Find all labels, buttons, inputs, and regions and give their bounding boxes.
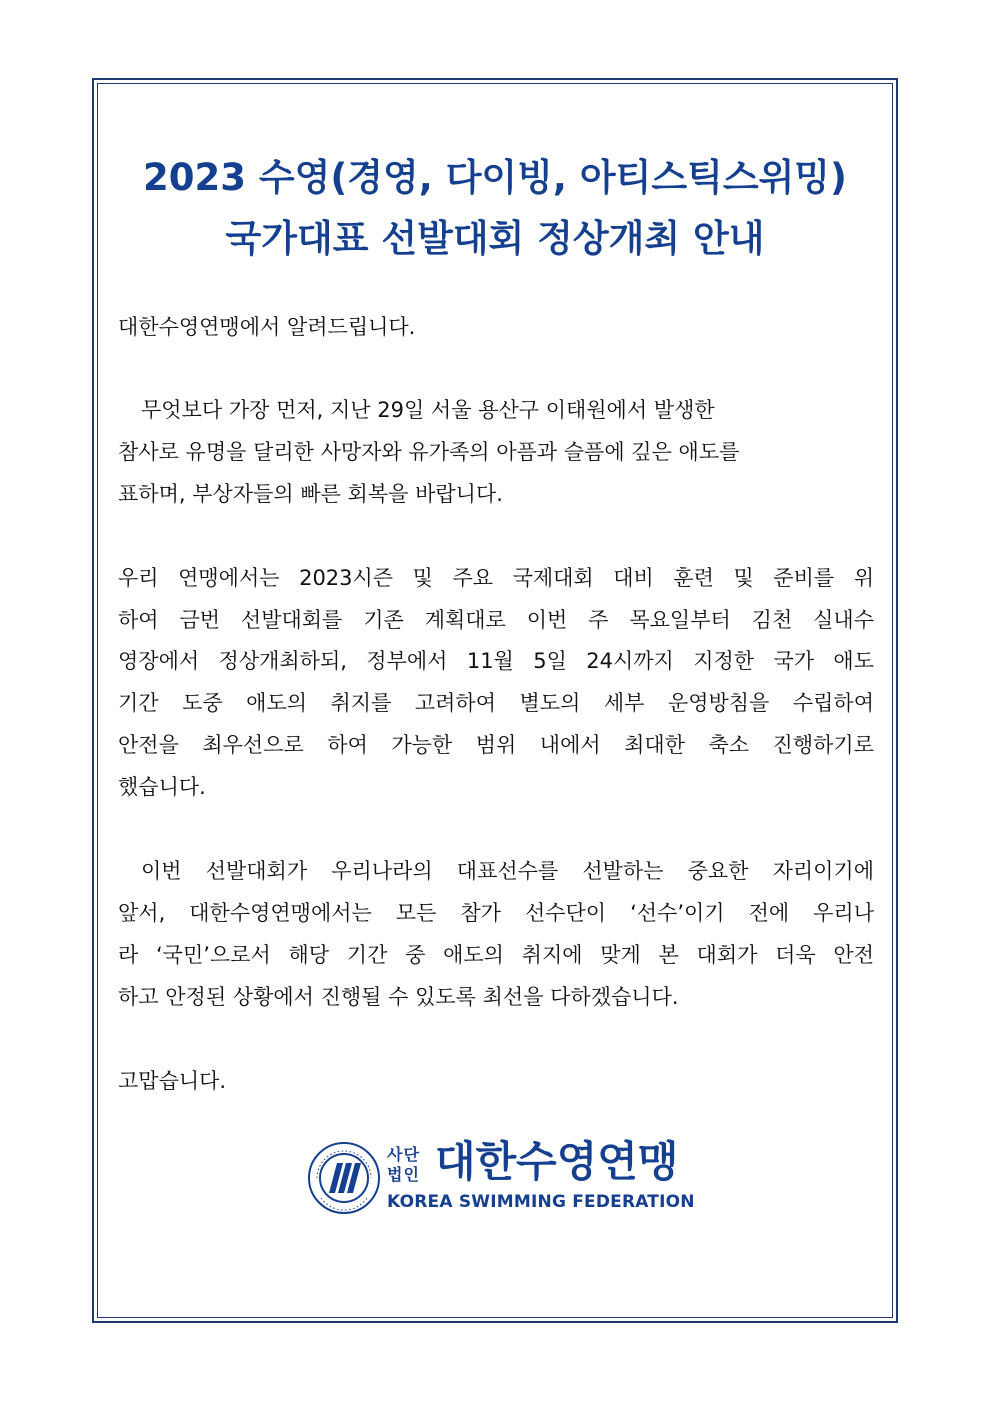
paragraph3-line: 라 ‘국민’으로서 해당 기간 중 애도의 취지에 맞게 본 대회가 더욱 안전 [118, 943, 874, 967]
title-line-1: 2023 수영(경영, 다이빙, 아티스틱스위밍) [143, 156, 847, 199]
federation-logo [307, 1137, 697, 1221]
closing: 고맙습니다. [118, 1069, 227, 1093]
federation-emblem-icon [307, 1141, 381, 1215]
title-line-2: 국가대표 선발대회 정상개최 안내 [225, 217, 765, 260]
paragraph1-line: 참사로 유명을 달리한 사망자와 유가족의 아픔과 슬픔에 깊은 애도를 [118, 440, 740, 464]
logo-english-name: KOREA SWIMMING FEDERATION [387, 1192, 695, 1212]
paragraph3-line: 하고 안정된 상황에서 진행될 수 있도록 최선을 다하겠습니다. [118, 985, 679, 1009]
paragraph3-line: 이번 선발대회가 우리나라의 대표선수를 선발하는 중요한 자리이기에 [141, 859, 874, 883]
paragraph2-line: 우리 연맹에서는 2023시즌 및 주요 국제대회 대비 훈련 및 준비를 위 [118, 566, 874, 590]
paragraph1-line: 무엇보다 가장 먼저, 지난 29일 서울 용산구 이태원에서 발생한 [141, 398, 715, 422]
paragraph1-line: 표하며, 부상자들의 빠른 회복을 바랍니다. [118, 482, 503, 506]
paragraph2-line: 했습니다. [118, 775, 206, 799]
greeting: 대한수영연맹에서 알려드립니다. [118, 315, 416, 339]
paragraph2-line: 안전을 최우선으로 하여 가능한 범위 내에서 최대한 축소 진행하기로 [118, 733, 874, 757]
paragraph2-line: 영장에서 정상개최하되, 정부에서 11월 5일 24시까지 지정한 국가 애도 [118, 649, 874, 673]
paragraph3-line: 앞서, 대한수영연맹에서는 모든 참가 선수단이 ‘선수’이기 전에 우리나 [118, 901, 874, 925]
logo-korean-name: 대한수영연맹 [435, 1137, 679, 1186]
paragraph2-line: 하여 금번 선발대회를 기존 계획대로 이번 주 목요일부터 김천 실내수 [118, 608, 874, 632]
logo-corporation-label-2: 법인 [387, 1165, 420, 1184]
logo-corporation-label-1: 사단 [387, 1145, 420, 1164]
paragraph2-line: 기간 도중 애도의 취지를 고려하여 별도의 세부 운영방침을 수립하여 [118, 691, 874, 715]
